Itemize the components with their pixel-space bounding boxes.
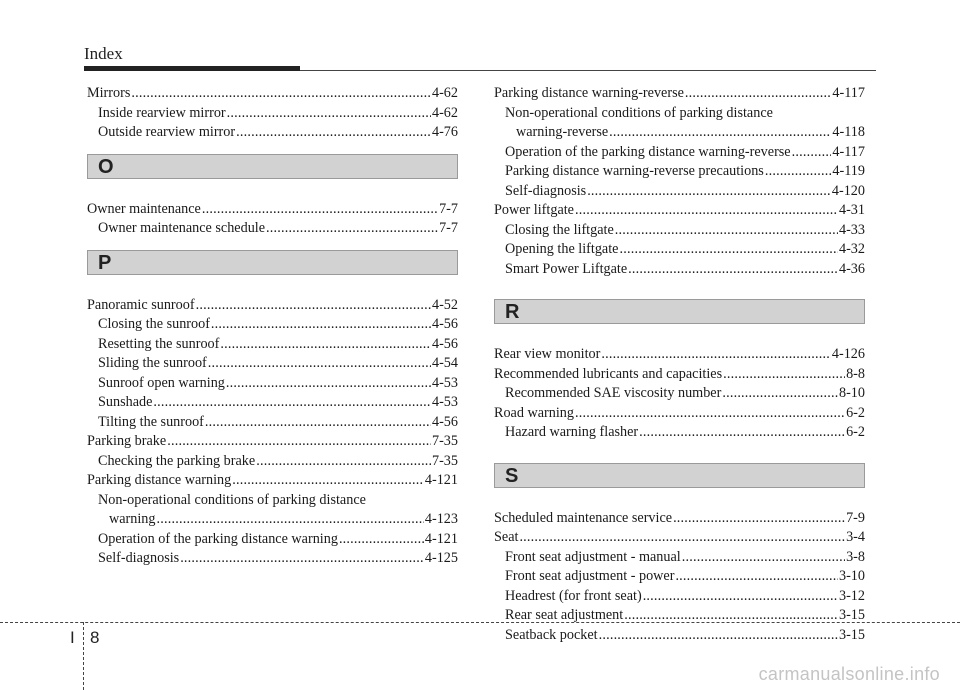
index-entry-page: 4-56 xyxy=(431,316,458,332)
index-entry-text: Operation of the parking distance warning xyxy=(98,530,338,547)
index-entry-text: Self-diagnosis xyxy=(505,182,587,199)
index-entry-page: 4-36 xyxy=(838,260,865,277)
index-entry-page: 7-7 xyxy=(439,220,458,236)
dot-leader xyxy=(208,354,431,374)
section-letter: S xyxy=(505,464,519,487)
index-entry-page: 4-53 xyxy=(431,394,458,410)
footer-section-letter: I xyxy=(70,628,75,647)
index-entry-text: Outside rearview mirror xyxy=(98,124,236,140)
dot-leader xyxy=(628,260,838,280)
index-entry-text: warning-reverse xyxy=(516,124,609,140)
index-entry-text: Front seat adjustment - power xyxy=(505,568,675,584)
index-entry xyxy=(87,123,458,143)
dot-leader xyxy=(685,84,832,104)
index-column-right xyxy=(494,84,865,645)
index-entry xyxy=(494,509,865,529)
index-entry-text: Parking distance warning-reverse xyxy=(494,85,684,101)
index-entry xyxy=(87,491,458,511)
footer-divider xyxy=(0,622,960,623)
index-entry-text: Checking the parking brake xyxy=(98,452,256,469)
index-entry xyxy=(494,143,865,163)
index-entry-page: 4-121 xyxy=(424,530,458,547)
index-entry xyxy=(494,162,865,182)
dot-leader xyxy=(196,296,431,316)
index-entry-page: 8-8 xyxy=(846,365,865,382)
index-entry xyxy=(494,528,865,548)
index-entry xyxy=(494,548,865,568)
dot-leader xyxy=(682,548,845,568)
section-letter-bar xyxy=(87,250,458,275)
dot-leader xyxy=(792,143,832,163)
watermark: carmanualsonline.info xyxy=(758,664,940,684)
index-entry-page: 3-4 xyxy=(846,529,865,545)
dot-leader xyxy=(575,404,845,424)
index-entry-page: 4-121 xyxy=(424,472,458,488)
index-entry xyxy=(494,221,865,241)
index-entry xyxy=(87,315,458,335)
index-entry xyxy=(494,84,865,104)
index-entry-text: Inside rearview mirror xyxy=(98,104,226,121)
index-entry-text: Parking distance warning xyxy=(87,472,232,488)
index-entry-page: 4-123 xyxy=(424,511,458,527)
header-rule-thin xyxy=(300,70,876,71)
index-entry xyxy=(494,567,865,587)
index-entry-page: 4-53 xyxy=(431,374,458,391)
index-entry-text: Opening the liftgate xyxy=(505,241,619,257)
index-entry-text: Non-operational conditions of parking distance xyxy=(505,104,773,121)
index-column-left xyxy=(87,84,458,569)
index-entry xyxy=(87,549,458,569)
index-entry-page: 4-33 xyxy=(838,221,865,238)
section-letter: O xyxy=(98,155,114,178)
index-entry-text: warning xyxy=(109,511,156,527)
index-entry-text: Closing the sunroof xyxy=(98,316,210,332)
index-entry xyxy=(494,240,865,260)
index-entry-page: 4-118 xyxy=(832,124,865,140)
index-entry-text: Rear view monitor xyxy=(494,346,601,362)
dot-leader xyxy=(639,423,845,443)
index-entry xyxy=(87,510,458,530)
index-entry-text: Recommended lubricants and capacities xyxy=(494,365,723,382)
dot-leader xyxy=(723,365,845,385)
index-entry-page: 4-125 xyxy=(424,550,458,566)
index-entry xyxy=(87,471,458,491)
section-letter-bar xyxy=(494,463,865,488)
index-entry xyxy=(494,626,865,646)
dot-leader xyxy=(211,315,431,335)
index-entry-page: 3-12 xyxy=(838,587,865,604)
index-entry-text: Headrest (for front seat) xyxy=(505,587,642,604)
dot-leader xyxy=(153,393,431,413)
index-entry-text: Recommended SAE viscosity number xyxy=(505,385,722,401)
index-entry-page: 4-126 xyxy=(831,346,865,362)
footer-page-number: 8 xyxy=(90,628,100,647)
index-entry-page: 4-76 xyxy=(431,124,458,140)
dot-leader xyxy=(266,219,438,239)
index-entry xyxy=(494,384,865,404)
footer-vertical-divider xyxy=(83,622,84,690)
index-entry-text: Non-operational conditions of parking distance xyxy=(98,491,366,508)
index-entry-page: 4-32 xyxy=(838,241,865,257)
dot-leader xyxy=(167,432,431,452)
index-entry xyxy=(494,260,865,280)
dot-leader xyxy=(226,374,431,394)
index-entry-page: 7-7 xyxy=(439,200,458,217)
index-entry xyxy=(87,413,458,433)
dot-leader xyxy=(599,626,838,646)
index-entry xyxy=(87,200,458,220)
index-entry xyxy=(87,354,458,374)
index-entry xyxy=(494,404,865,424)
section-letter-bar xyxy=(87,154,458,179)
index-entry-text: Sliding the sunroof xyxy=(98,355,207,371)
dot-leader xyxy=(202,200,438,220)
index-entry-page: 6-2 xyxy=(846,404,865,421)
dot-leader xyxy=(157,510,424,530)
dot-leader xyxy=(575,201,838,221)
index-entry-page: 4-56 xyxy=(431,335,458,352)
dot-leader xyxy=(675,567,838,587)
index-entry-page: 4-56 xyxy=(431,413,458,430)
index-entry-text: Self-diagnosis xyxy=(98,550,180,566)
index-entry-text: Power liftgate xyxy=(494,202,574,218)
index-entry-text: Smart Power Liftgate xyxy=(505,260,628,277)
index-entry-text: Owner maintenance xyxy=(87,200,201,217)
index-entry xyxy=(87,530,458,550)
page-title: Index xyxy=(84,44,123,63)
index-entry-page: 7-35 xyxy=(431,433,458,449)
dot-leader xyxy=(601,345,831,365)
index-entry-page: 7-9 xyxy=(846,509,865,526)
index-entry-page: 3-15 xyxy=(838,626,865,643)
dot-leader xyxy=(673,509,845,529)
index-entry-text: Hazard warning flasher xyxy=(505,424,639,440)
index-entry-page: 4-52 xyxy=(431,296,458,313)
index-entry-text: Seat xyxy=(494,529,519,545)
index-entry-text: Rear seat adjustment xyxy=(505,607,624,623)
index-entry-text: Tilting the sunroof xyxy=(98,413,204,430)
header-rule-thick xyxy=(84,66,300,71)
section-letter: P xyxy=(98,251,112,274)
index-entry xyxy=(494,365,865,385)
index-entry-page: 4-119 xyxy=(832,163,865,179)
index-entry xyxy=(87,84,458,104)
index-entry-text: Panoramic sunroof xyxy=(87,296,195,313)
index-entry xyxy=(87,432,458,452)
index-entry xyxy=(87,374,458,394)
index-entry xyxy=(87,104,458,124)
dot-leader xyxy=(227,104,431,124)
index-entry-text: Sunshade xyxy=(98,394,153,410)
index-entry-page: 4-117 xyxy=(832,85,865,101)
index-entry-page: 8-10 xyxy=(838,385,865,401)
index-entry xyxy=(87,335,458,355)
dot-leader xyxy=(180,549,424,569)
index-entry xyxy=(494,345,865,365)
index-entry xyxy=(87,452,458,472)
index-entry-text: Scheduled maintenance service xyxy=(494,509,673,526)
dot-leader xyxy=(619,240,838,260)
index-entry xyxy=(494,104,865,124)
index-entry-page: 3-8 xyxy=(846,548,865,565)
index-entry-text: Parking brake xyxy=(87,433,167,449)
index-entry-text: Owner maintenance schedule xyxy=(98,220,266,236)
dot-leader xyxy=(643,587,838,607)
index-entry xyxy=(494,423,865,443)
index-entry-page: 6-2 xyxy=(846,424,865,440)
index-entry-page: 7-35 xyxy=(431,452,458,469)
dot-leader xyxy=(232,471,424,491)
index-entry xyxy=(494,201,865,221)
index-entry-page: 4-117 xyxy=(832,143,865,160)
index-entry-text: Seatback pocket xyxy=(505,626,598,643)
index-entry xyxy=(494,587,865,607)
dot-leader xyxy=(256,452,431,472)
index-entry-text: Resetting the sunroof xyxy=(98,335,220,352)
index-entry xyxy=(494,182,865,202)
index-entry-text: Road warning xyxy=(494,404,574,421)
dot-leader xyxy=(587,182,831,202)
dot-leader xyxy=(131,84,431,104)
index-entry-page: 4-62 xyxy=(431,85,458,101)
index-entry-page: 4-120 xyxy=(831,182,865,199)
index-entry xyxy=(87,393,458,413)
index-entry-text: Front seat adjustment - manual xyxy=(505,548,681,565)
section-letter: R xyxy=(505,301,520,323)
dot-leader xyxy=(339,530,424,550)
dot-leader xyxy=(220,335,431,355)
dot-leader xyxy=(765,162,832,182)
index-entry xyxy=(494,123,865,143)
index-entry-text: Operation of the parking distance warning-reverse xyxy=(505,143,791,160)
index-entry-text: Sunroof open warning xyxy=(98,374,225,391)
dot-leader xyxy=(519,528,845,548)
section-letter-bar xyxy=(494,299,865,324)
dot-leader xyxy=(236,123,431,143)
dot-leader xyxy=(615,221,838,241)
index-entry-page: 3-15 xyxy=(838,607,865,623)
dot-leader xyxy=(205,413,431,433)
dot-leader xyxy=(609,123,831,143)
dot-leader xyxy=(722,384,838,404)
index-entry-page: 4-54 xyxy=(431,355,458,371)
index-entry-text: Closing the liftgate xyxy=(505,221,614,238)
index-entry-text: Mirrors xyxy=(87,85,131,101)
index-entry-page: 4-31 xyxy=(838,202,865,218)
index-entry-page: 3-10 xyxy=(838,568,865,584)
index-entry-text: Parking distance warning-reverse precautions xyxy=(505,163,764,179)
index-entry-page: 4-62 xyxy=(431,104,458,121)
index-entry xyxy=(87,219,458,239)
index-entry xyxy=(87,296,458,316)
